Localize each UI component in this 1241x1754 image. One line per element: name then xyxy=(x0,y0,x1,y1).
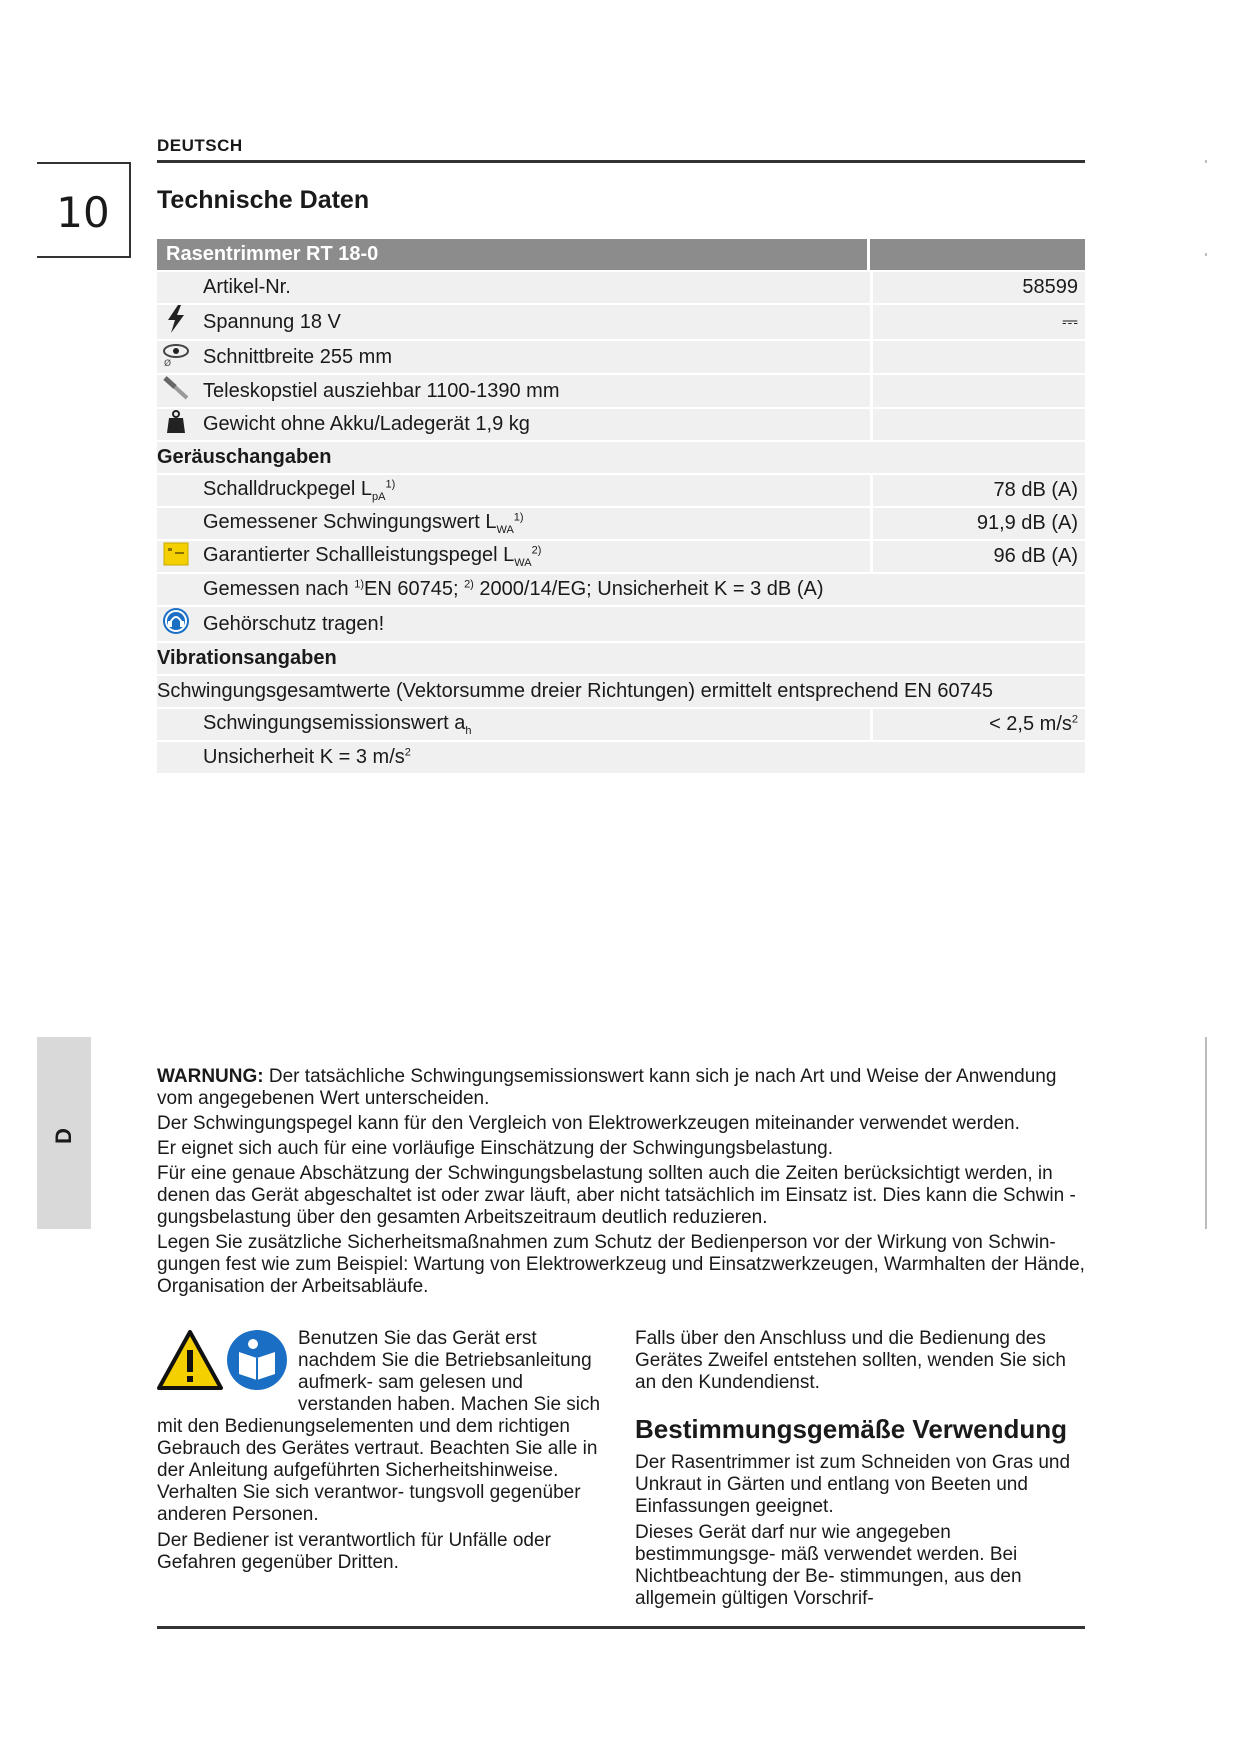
note-text: 2000/14/EG; Unsicherheit K = 3 dB (A) xyxy=(473,578,824,600)
row-label: Schnittbreite 255 mm xyxy=(195,341,870,373)
warning-paragraph: Für eine genaue Abschätzung der Schwingungsbelastung sollten auch die Zeiten berücksichtigt werden, in denen das Gerät abgeschaltet ist oder zwar läuft, aber nicht tatsächlich im Einsatz ist. Dies kann die Schwin - gungsbelastung über den gesamten Arbeitszeitraum deutlich reduzieren. xyxy=(157,1163,1076,1228)
table-row xyxy=(157,742,1085,773)
label-text: Gemessener Schwingungswert L xyxy=(203,511,497,533)
warning-paragraph: Legen Sie zusätzliche Sicherheitsmaßnahmen zum Schutz der Bedienperson vor der Wirkung von Schwin- gungen fest wie zum Beispiel: Wartung von Elektrowerkzeug und Einsatzwerkzeugen, Warmhalten der Hände, Organisation der Arbeitsabläufe. xyxy=(157,1232,1085,1297)
table-row xyxy=(157,305,1085,339)
label-text: Schalldruckpegel L xyxy=(203,478,372,500)
weight-icon xyxy=(157,409,195,440)
row-label xyxy=(195,709,870,740)
technical-data-table xyxy=(157,237,1085,775)
subscript: WA xyxy=(496,524,514,536)
section-heading-row xyxy=(157,643,1085,674)
table-row xyxy=(157,676,1085,707)
note-text: EN 60745; xyxy=(363,578,465,600)
vibration-heading: Vibrationsangaben xyxy=(157,643,1085,674)
svg-text:Ø: Ø xyxy=(164,359,172,367)
row-value: 96 dB (A) xyxy=(870,541,1085,572)
page-number: 10 xyxy=(56,188,110,237)
empty-icon-cell xyxy=(157,475,195,506)
edge-mark xyxy=(1205,1037,1207,1229)
footnote-ref: 1) xyxy=(513,511,524,524)
warning-text: Der tatsächliche Schwingungsemissionswert kann sich je nach Art und Weise der Anwendung vom angegebenen Wert unterscheiden. xyxy=(157,1066,1057,1109)
label-text: Garantierter Schallleistungspegel L xyxy=(203,544,515,566)
warning-label: WARNUNG: xyxy=(157,1066,264,1087)
left-paragraph: Benutzen Sie das Gerät erst nachdem Sie die Betriebsanleitung aufmerk- sam gelesen und verstanden haben. Machen Sie sich mit den Bedienungselementen und dem richtigen Gebrauch des Gerätes vertraut. Beachten Sie alle in der Anleitung aufgeführten Sicherheitshinweise. Verhalten Sie sich verantwor- tungsvoll gegenüber anderen Personen. xyxy=(157,1328,601,1525)
right-paragraph: Dieses Gerät darf nur wie angegeben bestimmungsge- mäß verwendet werden. Bei Nichtbeachtung der Be- stimmungen, aus den allgemein gültigen Vorschrif- xyxy=(635,1522,1022,1609)
header-rule xyxy=(157,160,1085,163)
warning-paragraph xyxy=(157,1066,1087,1110)
subscript: h xyxy=(465,725,472,737)
footer-rule xyxy=(157,1626,1085,1629)
row-label xyxy=(195,742,1085,773)
footnote-ref: 1) xyxy=(385,478,396,491)
row-value xyxy=(870,341,1085,373)
label-text: Schwingungsemissionswert a xyxy=(203,712,466,734)
edge-mark xyxy=(1205,253,1207,256)
row-value xyxy=(870,709,1085,740)
warning-paragraph: Der Schwingungspegel kann für den Vergleich von Elektrowerkzeugen miteinander verwendet werden. xyxy=(157,1113,1020,1134)
value-text: < 2,5 m/s xyxy=(989,713,1072,735)
edge-mark xyxy=(1205,160,1207,163)
row-label: Gewicht ohne Akku/Ladegerät 1,9 kg xyxy=(195,409,870,440)
row-value: 91,9 dB (A) xyxy=(870,508,1085,539)
row-label xyxy=(195,475,870,506)
footnote-ref: 1) xyxy=(354,578,364,591)
page-title: Technische Daten xyxy=(157,186,370,214)
row-label: Teleskopstiel ausziehbar 1100-1390 mm xyxy=(195,375,870,407)
subscript: WA xyxy=(514,557,532,569)
superscript: 2 xyxy=(1071,713,1078,726)
footnote-ref: 2) xyxy=(531,544,542,557)
lightning-icon xyxy=(157,305,195,339)
cutting-width-icon xyxy=(157,341,195,373)
right-paragraph: Der Rasentrimmer ist zum Schneiden von Gras und Unkraut in Gärten und entlang von Beeten und Einfassungen geeignet. xyxy=(635,1452,1071,1517)
row-label: Artikel-Nr. xyxy=(195,272,870,303)
empty-icon-cell xyxy=(157,709,195,740)
row-label: Spannung 18 V xyxy=(195,305,870,339)
telescope-handle-icon xyxy=(157,375,195,407)
page-number-box xyxy=(37,162,131,258)
table-header-row xyxy=(157,239,1085,270)
right-paragraph: Falls über den Anschluss und die Bedienung des Gerätes Zweifel entstehen sollten, wenden Sie sich an den Kundendienst. xyxy=(635,1328,1066,1393)
note-text: Gemessen nach xyxy=(203,578,355,600)
safety-icons xyxy=(157,1328,292,1398)
row-value xyxy=(870,375,1085,407)
left-column xyxy=(157,1328,607,1578)
table-row xyxy=(157,272,1085,303)
table-row xyxy=(157,541,1085,572)
table-row xyxy=(157,375,1085,407)
product-name: Rasentrimmer RT 18-0 xyxy=(157,239,870,270)
row-value: 78 dB (A) xyxy=(870,475,1085,506)
section-heading-row xyxy=(157,442,1085,473)
empty-icon-cell xyxy=(157,742,195,773)
subscript: pA xyxy=(372,491,386,503)
table-row xyxy=(157,475,1085,506)
empty-icon-cell xyxy=(157,272,195,303)
hearing-protection-icon xyxy=(157,607,195,641)
table-row xyxy=(157,574,1085,605)
language-label: DEUTSCH xyxy=(157,136,243,155)
table-row xyxy=(157,607,1085,641)
row-value: 58599 xyxy=(870,272,1085,303)
sound-power-label-icon xyxy=(157,541,195,572)
hearing-protection-text: Gehörschutz tragen! xyxy=(195,607,1085,641)
empty-icon-cell xyxy=(157,574,195,605)
vibration-summary: Schwingungsgesamtwerte (Vektorsumme dreier Richtungen) ermittelt entsprechend EN 60745 xyxy=(157,676,1085,707)
label-text: Unsicherheit K = 3 m/s xyxy=(203,746,405,768)
warning-triangle-icon xyxy=(159,1332,221,1388)
empty-icon-cell xyxy=(157,508,195,539)
read-manual-icon xyxy=(227,1330,287,1390)
row-label xyxy=(195,541,870,572)
language-side-tab xyxy=(37,1037,91,1229)
table-row xyxy=(157,508,1085,539)
noise-heading: Geräuschangaben xyxy=(157,442,1085,473)
side-tab-letter: D xyxy=(51,1128,76,1144)
header-value-cell xyxy=(870,239,1085,270)
intended-use-heading: Bestimmungsgemäße Verwendung xyxy=(635,1414,1067,1444)
row-value xyxy=(870,409,1085,440)
measurement-standard-note xyxy=(195,574,1085,605)
table-row xyxy=(157,709,1085,740)
table-row xyxy=(157,409,1085,440)
row-label xyxy=(195,508,870,539)
footnote-ref: 2) xyxy=(464,578,474,591)
dc-symbol: ⎓ xyxy=(870,305,1085,339)
table-row xyxy=(157,341,1085,373)
superscript: 2 xyxy=(404,746,411,759)
warning-block xyxy=(157,1066,1087,1301)
left-paragraph: Der Bediener ist verantwortlich für Unfälle oder Gefahren gegenüber Dritten. xyxy=(157,1530,551,1573)
warning-paragraph: Er eignet sich auch für eine vorläufige Einschätzung der Schwingungsbelastung. xyxy=(157,1138,833,1159)
right-column xyxy=(635,1328,1085,1614)
